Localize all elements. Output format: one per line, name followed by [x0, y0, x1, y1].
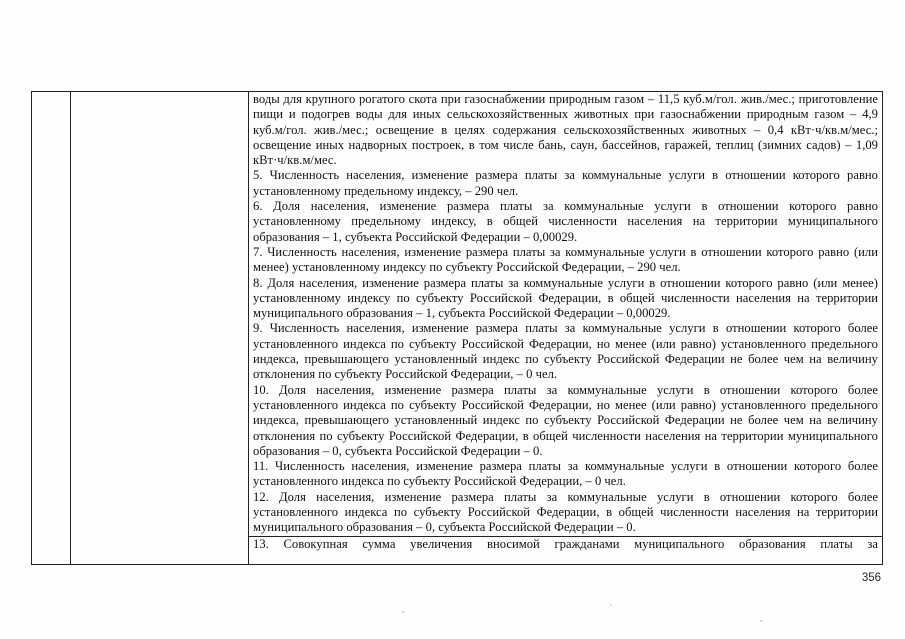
paragraph-item-9: 9. Численность населения, изменение размера платы за коммунальные услуги в отношении которого более установленного индекса по субъекту Российской Федерации, но менее (или равно) установленного предельного индекса, превышающего установленный индекс по субъекту Российской Федерации не более чем на величину отклонения по субъекту Российской Федерации, – 0 чел.	[253, 321, 878, 382]
table-column-name	[71, 92, 249, 564]
paragraph-item-5: 5. Численность населения, изменение размера платы за коммунальные услуги в отношении которого равно установленному предельному индексу, – 290 чел.	[253, 168, 878, 198]
scan-artifact	[760, 620, 763, 622]
paragraph-item-10: 10. Доля населения, изменение размера платы за коммунальные услуги в отношении которого более установленного индекса по субъекту Российской Федерации, но менее (или равно) установленного предельного индекса, превышающего установленный индекс по субъекту Российской Федерации не более чем на величину отклонения по субъекту Российской Федерации, в общей численности населения на территории муниципального образования – 0, субъекта Российской Федерации – 0.	[253, 382, 878, 458]
paragraph-item-8: 8. Доля населения, изменение размера платы за коммунальные услуги в отношении которого равно (или менее) установленному индексу по субъекту Российской Федерации, в общей численности населения на территории муниципального образования – 1, субъекта Российской Федерации – 0,00029.	[253, 275, 878, 321]
paragraph-item-12: 12. Доля населения, изменение размера платы за коммунальные услуги в отношении которого более установленного индекса по субъекту Российской Федерации, в общей численности населения на территории муниципального образования – 0, субъекта Российской Федерации – 0.	[253, 489, 878, 535]
paragraph-item-6: 6. Доля населения, изменение размера платы за коммунальные услуги в отношении которого равно установленному предельному индексу, в общей численности населения на территории муниципального образования – 1, субъекта Российской Федерации – 0,00029.	[253, 199, 878, 244]
paragraph-item-7: 7. Численность населения, изменение размера платы за коммунальные услуги в отношении которого равно (или менее) установленному индексу по субъекту Российской Федерации, – 290 чел.	[253, 244, 878, 275]
paragraph-consumption-norms: воды для крупного рогатого скота при газоснабжении природным газом – 11,5 куб.м/гол. жив./мес.; приготовление пищи и подогрев воды для иных сельскохозяйственных животных при газоснабжении природным газом – 4,9 куб.м/гол. жив./мес.; освещение в целях содержания сельскохозяйственных животных – 0,4 кВт·ч/кв.м/мес.; освещение иных надворных построек, в том числе бань, саун, бассейнов, гаражей, теплиц (зимних садов) – 1,09 кВт·ч/кв.м/мес.	[253, 92, 878, 168]
table-column-number	[32, 92, 71, 564]
paragraph-item-11: 11. Численность населения, изменение размера платы за коммунальные услуги в отношении которого более установленного индекса по субъекту Российской Федерации, – 0 чел.	[253, 459, 878, 489]
document-table	[31, 91, 883, 565]
scan-artifact	[610, 604, 612, 606]
paragraph-item-13: 13. Совокупная сумма увеличения вносимой гражданами муниципального образования платы за	[249, 536, 882, 552]
page-number: 356	[861, 572, 881, 584]
scan-artifact	[402, 611, 405, 613]
table-column-content	[249, 92, 882, 564]
